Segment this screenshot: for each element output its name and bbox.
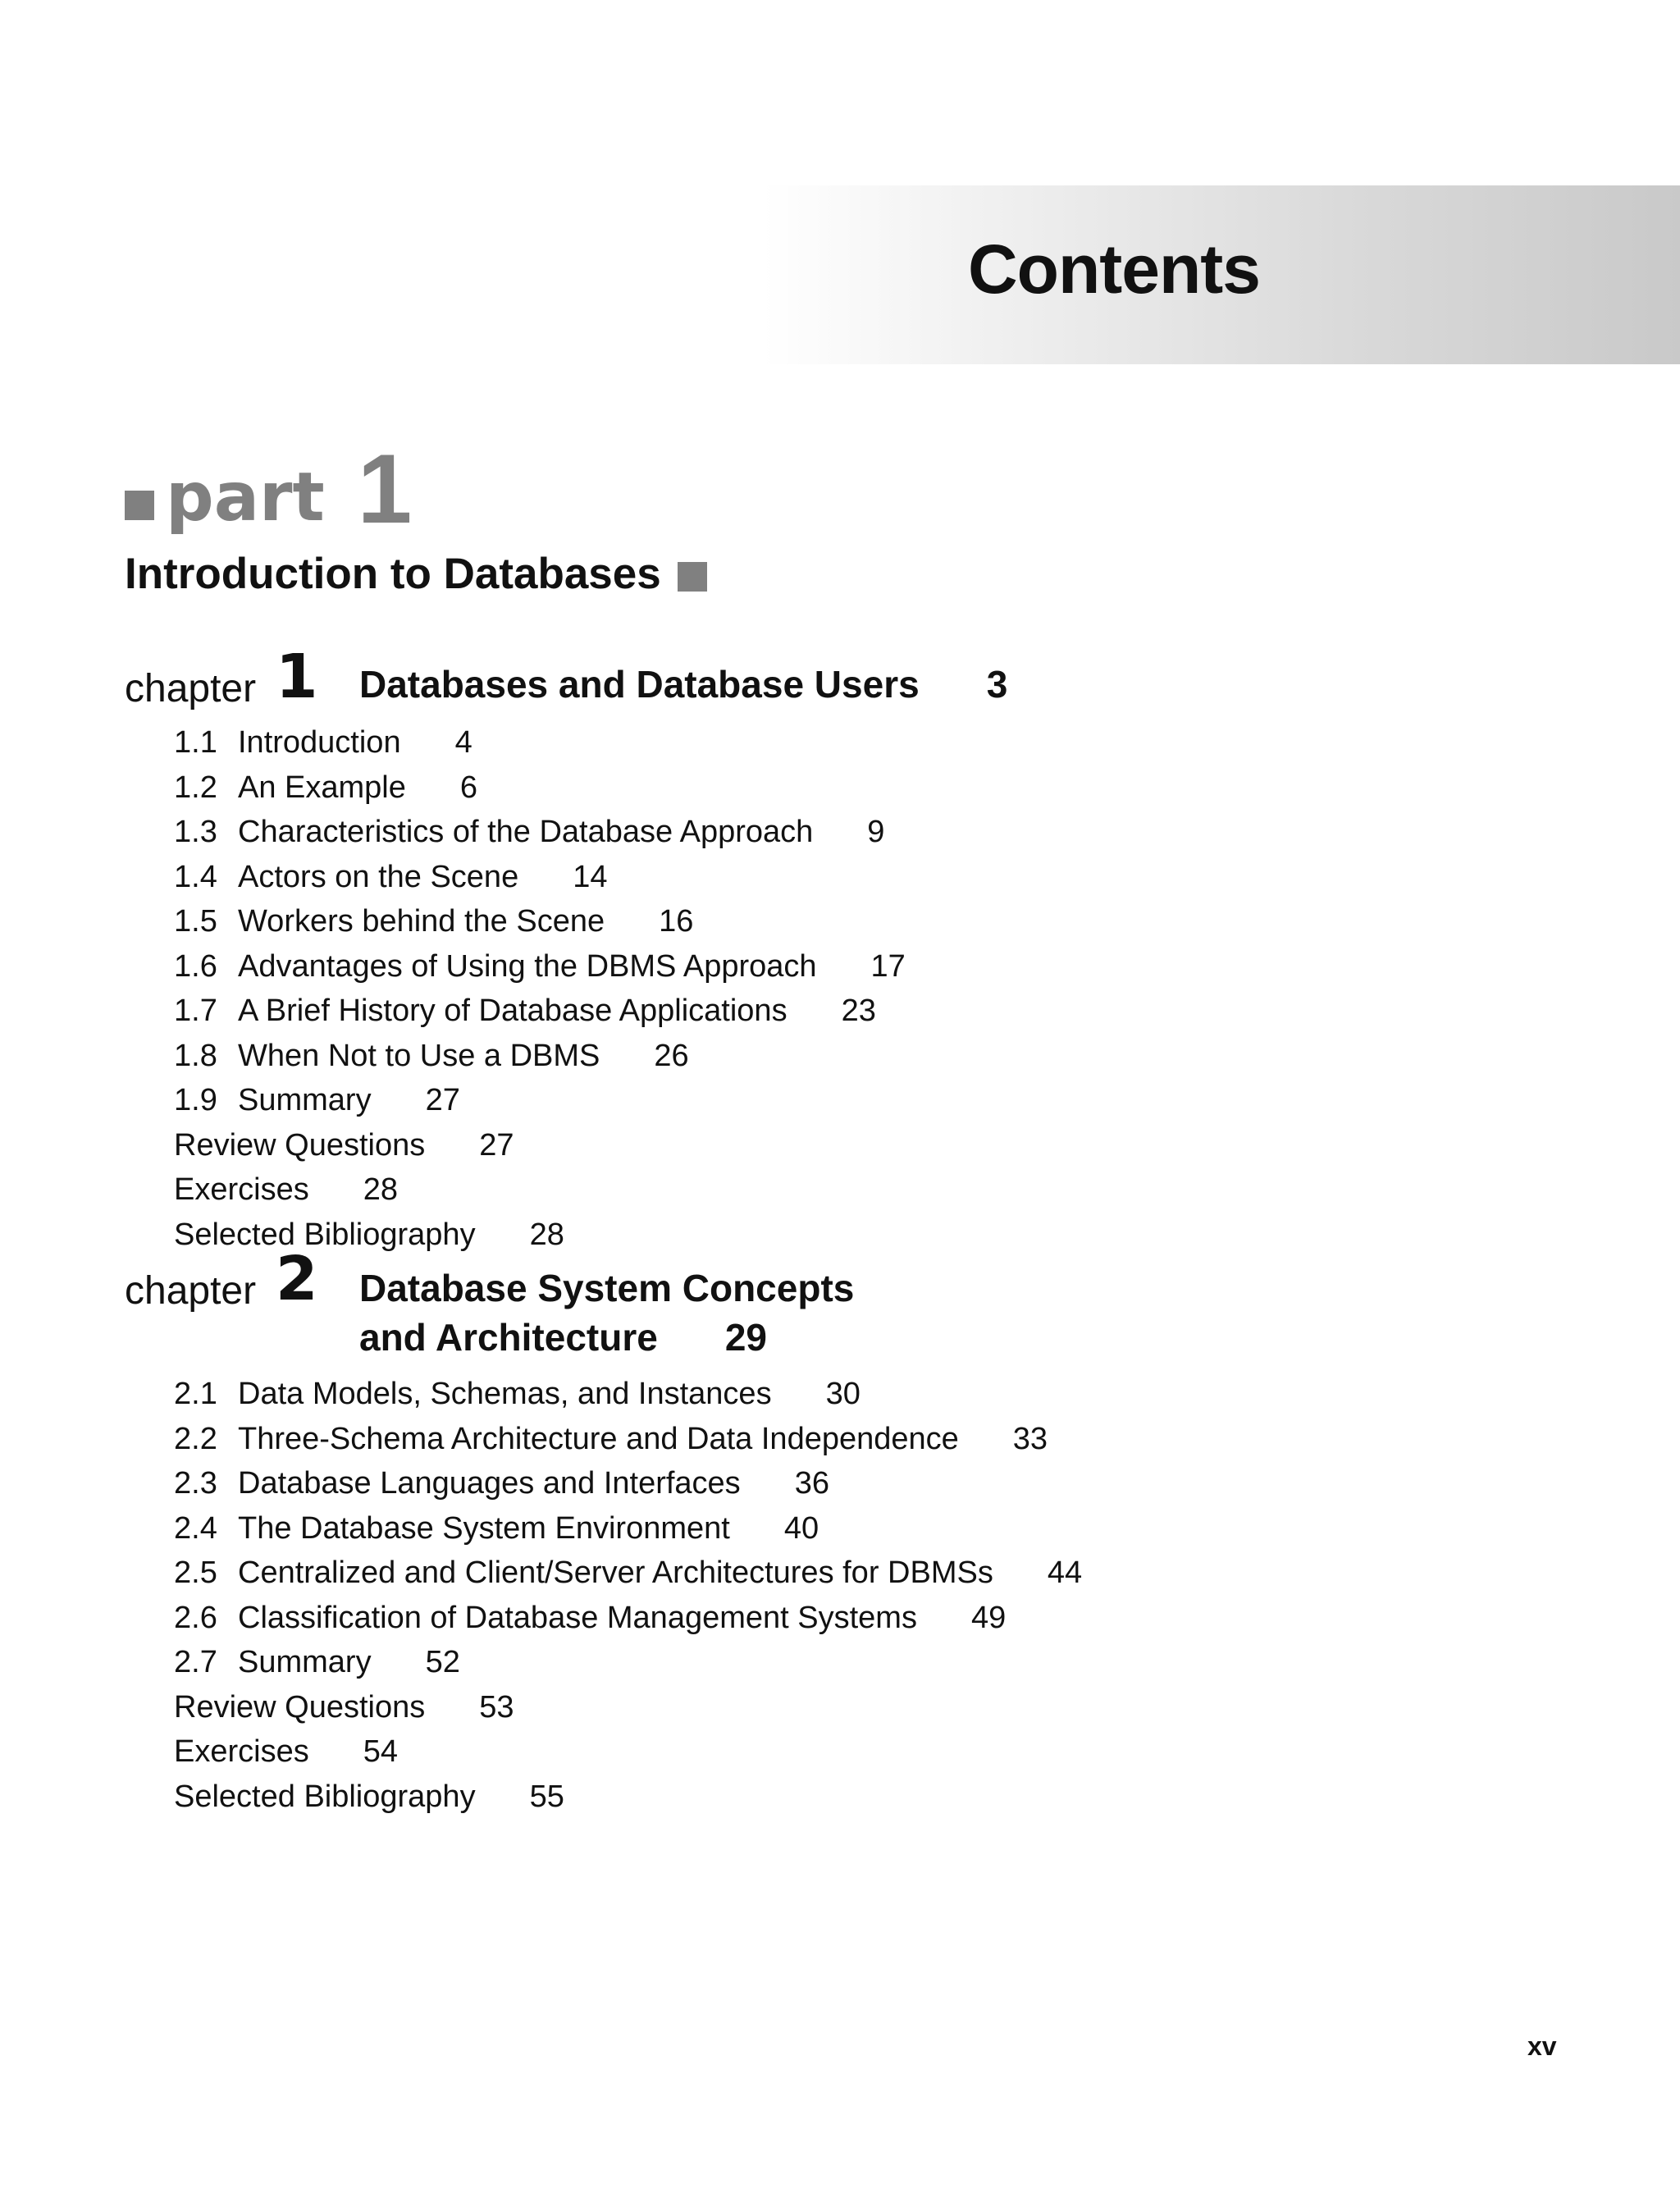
- chapter-entries: [125, 1372, 1601, 1819]
- toc-entry[interactable]: [174, 1775, 1601, 1820]
- section-title: Summary: [238, 1645, 372, 1679]
- toc-entry[interactable]: [174, 1167, 1601, 1213]
- section-title: Three-Schema Architecture and Data Independence: [238, 1421, 959, 1456]
- section-number: 2.3: [174, 1466, 217, 1501]
- section-page: 14: [573, 859, 608, 894]
- section-title: The Database System Environment: [238, 1510, 730, 1546]
- section-title: Selected Bibliography: [174, 1779, 476, 1814]
- chapter-number: 1: [276, 642, 318, 712]
- chapter-title-line: Databases and Database Users: [359, 663, 920, 706]
- section-page: 28: [363, 1172, 398, 1207]
- section-number: 2.1: [174, 1377, 217, 1411]
- chapter-heading: [125, 642, 1601, 712]
- section-number: 1.1: [174, 725, 217, 760]
- section-number: 1.8: [174, 1038, 217, 1073]
- section-page: 49: [970, 1600, 1007, 1635]
- section-title: When Not to Use a DBMS: [238, 1038, 600, 1073]
- section-page: 27: [479, 1127, 514, 1163]
- part-label: part: [166, 459, 325, 537]
- chapter-title-line: Database System Concepts: [359, 1267, 855, 1309]
- section-title: Introduction: [238, 725, 401, 760]
- toc-entry[interactable]: [174, 1417, 1601, 1462]
- toc-entry[interactable]: [174, 1551, 1601, 1596]
- section-title: Review Questions: [174, 1127, 426, 1163]
- chapter-number: 2: [276, 1244, 318, 1314]
- toc-entry[interactable]: [174, 899, 1601, 944]
- toc-entry[interactable]: [174, 1372, 1601, 1417]
- toc-entry[interactable]: [174, 989, 1601, 1034]
- part-heading: [125, 434, 413, 544]
- section-title: Characteristics of the Database Approach: [238, 815, 814, 849]
- section-title: Summary: [238, 1083, 372, 1117]
- section-number: 2.5: [174, 1556, 217, 1590]
- toc-entry[interactable]: [174, 810, 1601, 855]
- toc-entry[interactable]: [174, 1213, 1601, 1258]
- toc-entry[interactable]: [174, 1034, 1601, 1079]
- toc-entry[interactable]: [174, 720, 1601, 765]
- section-number: 1.2: [174, 770, 217, 805]
- toc-entry[interactable]: [174, 1123, 1601, 1168]
- section-number: 1.5: [174, 904, 217, 939]
- section-title: Exercises: [174, 1172, 309, 1207]
- chapter-title[interactable]: [359, 660, 1007, 709]
- toc-entry[interactable]: [174, 1640, 1601, 1685]
- toc-entry[interactable]: [174, 855, 1601, 900]
- section-page: 44: [1047, 1556, 1083, 1590]
- section-number: 1.7: [174, 994, 217, 1028]
- section-number: 2.7: [174, 1645, 217, 1679]
- chapter-label: chapter: [125, 1269, 257, 1313]
- section-number: 2.2: [174, 1421, 217, 1456]
- chapter-title[interactable]: [359, 1263, 854, 1362]
- section-page: 53: [479, 1689, 514, 1725]
- section-title: Centralized and Client/Server Architectures for DBMSs: [238, 1556, 993, 1590]
- section-title: An Example: [238, 770, 406, 805]
- section-title: Advantages of Using the DBMS Approach: [238, 948, 817, 984]
- section-page: 36: [794, 1466, 829, 1501]
- toc-entry[interactable]: [174, 1729, 1601, 1775]
- square-bullet-icon: [125, 491, 154, 520]
- toc-entry[interactable]: [174, 1506, 1601, 1551]
- toc-entry[interactable]: [174, 1685, 1601, 1730]
- section-page: 4: [454, 725, 472, 760]
- page-title: Contents: [968, 231, 1260, 308]
- chapter-2-section: [125, 1244, 1601, 1819]
- section-page: 54: [363, 1734, 398, 1769]
- toc-entry[interactable]: [174, 1078, 1601, 1123]
- section-title: Actors on the Scene: [238, 859, 519, 894]
- section-title: Classification of Database Management Systems: [238, 1600, 917, 1635]
- chapter-title-line: and Architecture: [359, 1316, 658, 1359]
- chapter-page-number: 29: [724, 1316, 767, 1359]
- toc-entry[interactable]: [174, 944, 1601, 989]
- section-number: 2.4: [174, 1510, 217, 1546]
- section-title: Review Questions: [174, 1689, 426, 1725]
- section-page: 27: [425, 1083, 460, 1117]
- section-page: 16: [659, 904, 694, 939]
- section-title: Data Models, Schemas, and Instances: [238, 1377, 772, 1411]
- part-title: Introduction to Databases: [125, 549, 661, 598]
- section-title: Database Languages and Interfaces: [238, 1466, 741, 1501]
- toc-entry[interactable]: [174, 765, 1601, 811]
- toc-entry[interactable]: [174, 1461, 1601, 1506]
- toc-entry[interactable]: [174, 1596, 1601, 1641]
- section-page: 55: [529, 1779, 564, 1814]
- section-title: Selected Bibliography: [174, 1217, 476, 1252]
- chapter-heading: [125, 1244, 1601, 1360]
- section-number: 1.4: [174, 859, 217, 894]
- section-number: 1.3: [174, 815, 217, 849]
- chapter-label: chapter: [125, 667, 257, 710]
- section-number: 2.6: [174, 1600, 217, 1635]
- section-page: 33: [1012, 1421, 1048, 1456]
- section-title: A Brief History of Database Applications: [238, 994, 788, 1028]
- section-page: 9: [867, 815, 885, 849]
- part-title-row: [125, 545, 707, 602]
- section-title: Workers behind the Scene: [238, 904, 605, 939]
- section-number: 1.9: [174, 1083, 217, 1117]
- section-page: 52: [425, 1645, 460, 1679]
- part-number: 1: [357, 434, 413, 544]
- section-page: 17: [870, 948, 906, 984]
- section-title: Exercises: [174, 1734, 309, 1769]
- chapter-page-number: 3: [986, 663, 1008, 706]
- section-page: 40: [783, 1510, 819, 1546]
- section-page: 30: [825, 1377, 861, 1411]
- square-end-icon: [678, 562, 707, 592]
- chapter-1-section: [125, 643, 1601, 1257]
- section-page: 28: [529, 1217, 564, 1252]
- section-page: 23: [841, 994, 876, 1028]
- page-folio: xv: [1527, 2031, 1557, 2061]
- chapter-entries: [125, 720, 1601, 1257]
- section-page: 26: [654, 1038, 689, 1073]
- section-number: 1.6: [174, 948, 217, 984]
- section-page: 6: [459, 770, 478, 805]
